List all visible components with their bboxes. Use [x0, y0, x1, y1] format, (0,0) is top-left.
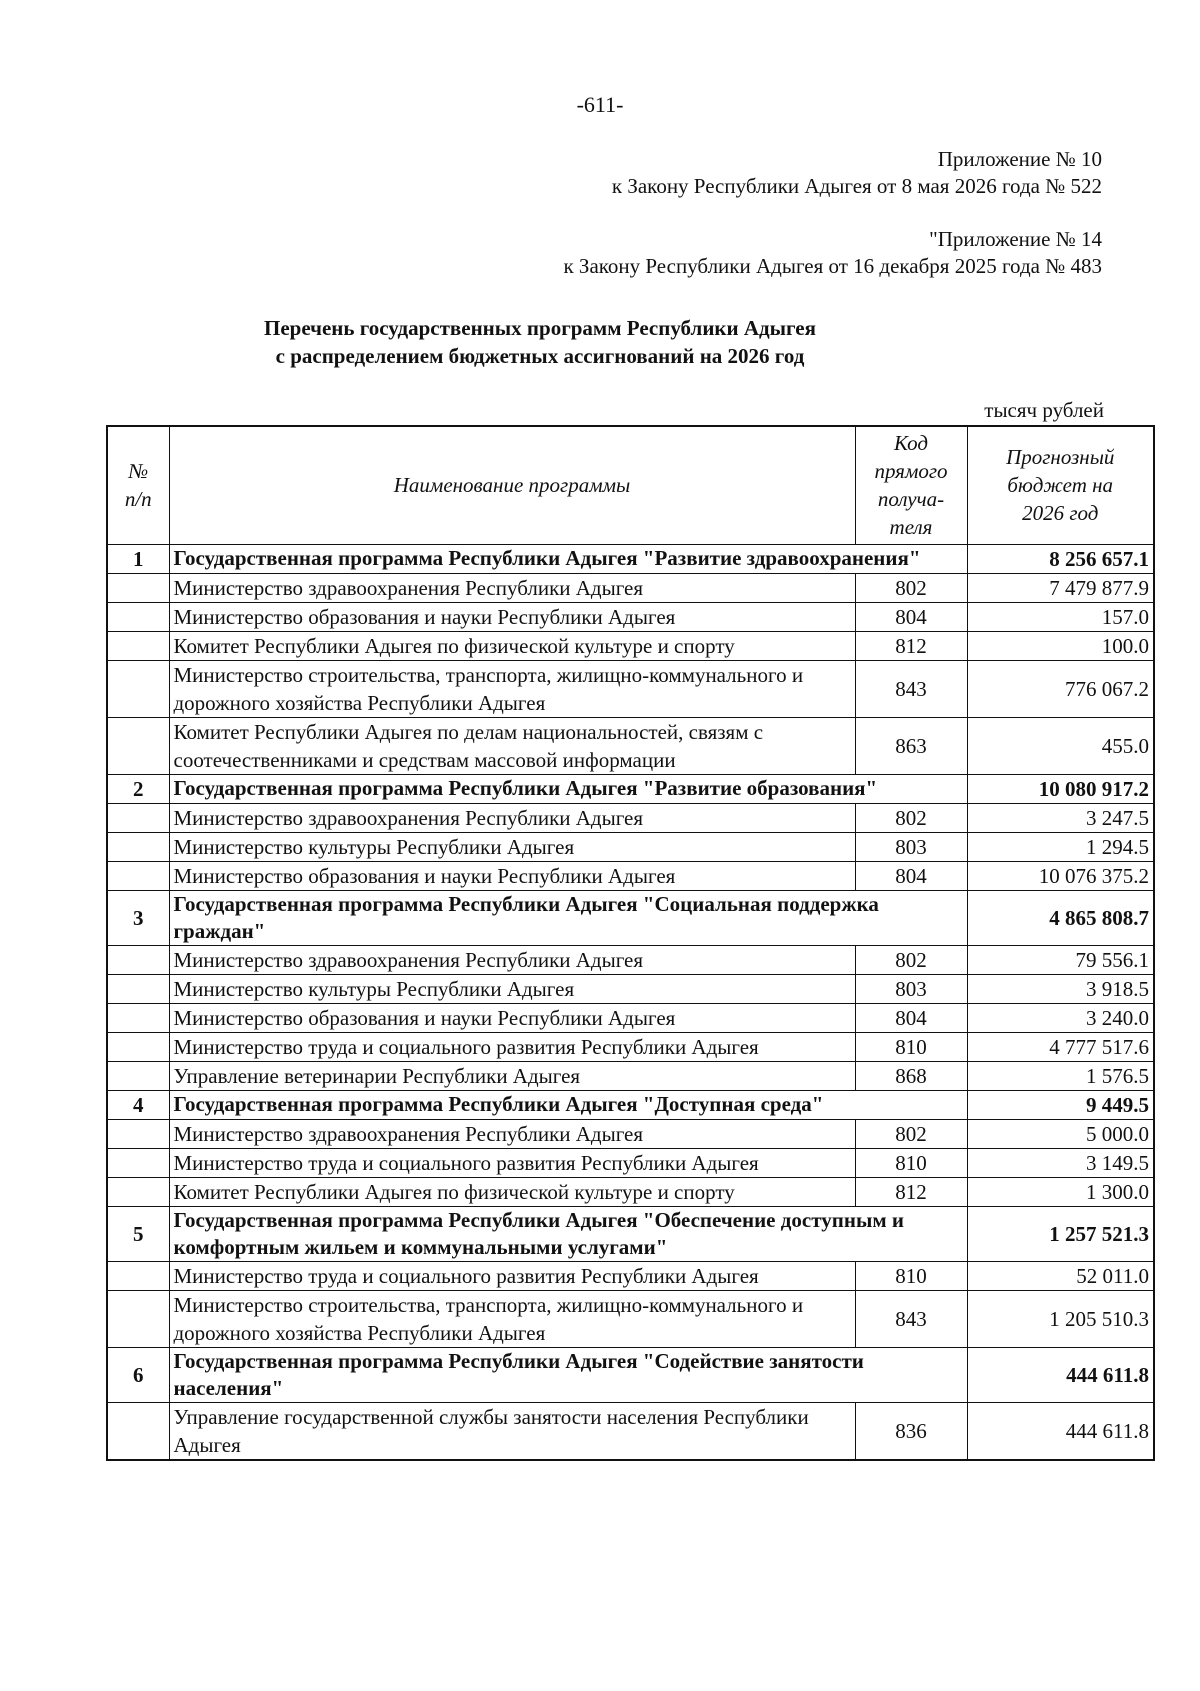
row-name-cell: Министерство строительства, транспорта, жилищно-коммунального и дорожного хозяйства Республики Адыгея	[169, 1290, 855, 1347]
header-code-line: прямого	[874, 459, 948, 484]
row-sum-cell: 444 611.8	[967, 1347, 1154, 1402]
document-title-line: Перечень государственных программ Республики Адыгея	[264, 316, 816, 340]
row-name-cell: Министерство труда и социального развития Республики Адыгея	[169, 1032, 855, 1061]
row-number-cell	[107, 717, 169, 774]
row-name-cell: Комитет Республики Адыгея по физической культуре и спорту	[169, 631, 855, 660]
recipient-row	[107, 1032, 1154, 1061]
row-sum-cell: 3 149.5	[967, 1148, 1154, 1177]
recipient-row	[107, 832, 1154, 861]
row-name-cell: Министерство образования и науки Республики Адыгея	[169, 861, 855, 890]
row-sum-cell: 3 240.0	[967, 1003, 1154, 1032]
recipient-row	[107, 1290, 1154, 1347]
row-sum-cell: 52 011.0	[967, 1261, 1154, 1290]
header-code-line: получа-	[877, 487, 945, 512]
row-code-cell: 802	[855, 573, 967, 602]
row-sum-cell: 776 067.2	[967, 660, 1154, 717]
row-number-cell: 1	[107, 544, 169, 573]
header-sum-line: 2026 год	[1022, 501, 1099, 526]
row-name-cell: Государственная программа Республики Адыгея "Содействие занятости населения"	[169, 1347, 967, 1402]
header-number	[107, 426, 169, 544]
table-header-row	[107, 426, 1154, 544]
recipient-row	[107, 803, 1154, 832]
header-code-line: теля	[889, 515, 933, 540]
row-number-cell: 3	[107, 890, 169, 945]
row-sum-cell: 10 080 917.2	[967, 774, 1154, 803]
row-sum-cell: 9 449.5	[967, 1090, 1154, 1119]
program-row	[107, 1347, 1154, 1402]
document-title-line: с распределением бюджетных ассигнований на 2026 год	[275, 344, 805, 368]
recipient-row	[107, 602, 1154, 631]
row-number-cell	[107, 602, 169, 631]
row-sum-cell: 4 777 517.6	[967, 1032, 1154, 1061]
appendix-number: Приложение № 10	[937, 147, 1102, 171]
row-code-cell: 812	[855, 1177, 967, 1206]
row-code-cell: 863	[855, 717, 967, 774]
row-code-cell: 804	[855, 861, 967, 890]
appendix-reference-original	[563, 226, 1102, 280]
row-number-cell	[107, 974, 169, 1003]
header-program-name: Наименование программы	[169, 426, 855, 544]
row-code-cell: 803	[855, 974, 967, 1003]
row-sum-cell: 1 300.0	[967, 1177, 1154, 1206]
row-name-cell: Министерство здравоохранения Республики Адыгея	[169, 803, 855, 832]
recipient-row	[107, 1119, 1154, 1148]
program-row	[107, 1090, 1154, 1119]
row-number-cell	[107, 1177, 169, 1206]
row-number-cell: 5	[107, 1206, 169, 1261]
row-number-cell	[107, 832, 169, 861]
row-name-cell: Государственная программа Республики Адыгея "Развитие образования"	[169, 774, 967, 803]
row-number-cell	[107, 1032, 169, 1061]
appendix-number: "Приложение № 14	[929, 227, 1102, 251]
header-code-line: Код	[894, 431, 928, 456]
row-number-cell	[107, 1003, 169, 1032]
header-forecast-budget	[967, 426, 1154, 544]
header-recipient-code	[855, 426, 967, 544]
header-number-line: №	[128, 459, 149, 484]
row-code-cell: 812	[855, 631, 967, 660]
row-number-cell	[107, 1261, 169, 1290]
appendix-law-reference: к Закону Республики Адыгея от 16 декабря 2025 года № 483	[563, 254, 1102, 278]
recipient-row	[107, 717, 1154, 774]
row-code-cell: 810	[855, 1032, 967, 1061]
row-sum-cell: 7 479 877.9	[967, 573, 1154, 602]
recipient-row	[107, 1061, 1154, 1090]
row-number-cell: 2	[107, 774, 169, 803]
row-number-cell	[107, 1119, 169, 1148]
row-name-cell: Министерство здравоохранения Республики Адыгея	[169, 945, 855, 974]
row-code-cell: 804	[855, 1003, 967, 1032]
row-number-cell: 6	[107, 1347, 169, 1402]
program-row	[107, 774, 1154, 803]
row-name-cell: Министерство здравоохранения Республики Адыгея	[169, 1119, 855, 1148]
row-sum-cell: 1 294.5	[967, 832, 1154, 861]
appendix-law-reference: к Закону Республики Адыгея от 8 мая 2026 года № 522	[611, 174, 1102, 198]
document-title	[160, 314, 920, 370]
row-sum-cell: 10 076 375.2	[967, 861, 1154, 890]
row-code-cell: 802	[855, 803, 967, 832]
row-code-cell: 843	[855, 1290, 967, 1347]
header-sum-line: Прогнозный	[1006, 445, 1115, 470]
row-sum-cell: 444 611.8	[967, 1402, 1154, 1460]
page-number: -611-	[576, 92, 624, 117]
units-label: тысяч рублей	[984, 398, 1104, 422]
recipient-row	[107, 1177, 1154, 1206]
row-sum-cell: 8 256 657.1	[967, 544, 1154, 573]
row-name-cell: Министерство культуры Республики Адыгея	[169, 832, 855, 861]
row-number-cell	[107, 945, 169, 974]
row-code-cell: 843	[855, 660, 967, 717]
row-number-cell	[107, 573, 169, 602]
recipient-row	[107, 573, 1154, 602]
row-code-cell: 810	[855, 1261, 967, 1290]
row-sum-cell: 3 918.5	[967, 974, 1154, 1003]
program-row	[107, 544, 1154, 573]
row-sum-cell: 455.0	[967, 717, 1154, 774]
row-sum-cell: 157.0	[967, 602, 1154, 631]
row-code-cell: 803	[855, 832, 967, 861]
row-name-cell: Государственная программа Республики Адыгея "Развитие здравоохранения"	[169, 544, 967, 573]
recipient-row	[107, 861, 1154, 890]
row-sum-cell: 1 257 521.3	[967, 1206, 1154, 1261]
row-name-cell: Министерство культуры Республики Адыгея	[169, 974, 855, 1003]
row-sum-cell: 79 556.1	[967, 945, 1154, 974]
table-body	[107, 544, 1154, 1460]
row-sum-cell: 100.0	[967, 631, 1154, 660]
header-number-line: п/п	[124, 487, 152, 512]
row-number-cell	[107, 631, 169, 660]
recipient-row	[107, 1402, 1154, 1460]
row-number-cell	[107, 1402, 169, 1460]
recipient-row	[107, 1261, 1154, 1290]
row-sum-cell: 3 247.5	[967, 803, 1154, 832]
row-number-cell	[107, 660, 169, 717]
row-name-cell: Министерство здравоохранения Республики Адыгея	[169, 573, 855, 602]
appendix-reference-current	[612, 146, 1102, 200]
row-number-cell	[107, 1061, 169, 1090]
row-number-cell	[107, 861, 169, 890]
row-number-cell	[107, 1290, 169, 1347]
recipient-row	[107, 1148, 1154, 1177]
row-name-cell: Управление ветеринарии Республики Адыгея	[169, 1061, 855, 1090]
row-code-cell: 868	[855, 1061, 967, 1090]
row-name-cell: Государственная программа Республики Адыгея "Доступная среда"	[169, 1090, 967, 1119]
recipient-row	[107, 660, 1154, 717]
row-name-cell: Государственная программа Республики Адыгея "Обеспечение доступным и комфортным жильем и коммунальными услугами"	[169, 1206, 967, 1261]
row-name-cell: Министерство труда и социального развития Республики Адыгея	[169, 1261, 855, 1290]
row-name-cell: Комитет Республики Адыгея по делам национальностей, связям с соотечественниками и средствам массовой информации	[169, 717, 855, 774]
row-name-cell: Министерство труда и социального развития Республики Адыгея	[169, 1148, 855, 1177]
row-code-cell: 810	[855, 1148, 967, 1177]
row-name-cell: Управление государственной службы занятости населения Республики Адыгея	[169, 1402, 855, 1460]
row-code-cell: 802	[855, 945, 967, 974]
row-name-cell: Министерство образования и науки Республики Адыгея	[169, 1003, 855, 1032]
row-sum-cell: 4 865 808.7	[967, 890, 1154, 945]
row-name-cell: Министерство строительства, транспорта, жилищно-коммунального и дорожного хозяйства Республики Адыгея	[169, 660, 855, 717]
program-row	[107, 1206, 1154, 1261]
row-sum-cell: 5 000.0	[967, 1119, 1154, 1148]
row-number-cell	[107, 1148, 169, 1177]
row-code-cell: 836	[855, 1402, 967, 1460]
row-sum-cell: 1 576.5	[967, 1061, 1154, 1090]
recipient-row	[107, 974, 1154, 1003]
recipient-row	[107, 1003, 1154, 1032]
row-name-cell: Министерство образования и науки Республики Адыгея	[169, 602, 855, 631]
row-number-cell	[107, 803, 169, 832]
row-code-cell: 802	[855, 1119, 967, 1148]
row-name-cell: Комитет Республики Адыгея по физической культуре и спорту	[169, 1177, 855, 1206]
row-code-cell: 804	[855, 602, 967, 631]
row-name-cell: Государственная программа Республики Адыгея "Социальная поддержка граждан"	[169, 890, 967, 945]
recipient-row	[107, 631, 1154, 660]
row-sum-cell: 1 205 510.3	[967, 1290, 1154, 1347]
header-sum-line: бюджет на	[1007, 473, 1114, 498]
budget-table	[106, 425, 1155, 1461]
program-row	[107, 890, 1154, 945]
row-number-cell: 4	[107, 1090, 169, 1119]
recipient-row	[107, 945, 1154, 974]
